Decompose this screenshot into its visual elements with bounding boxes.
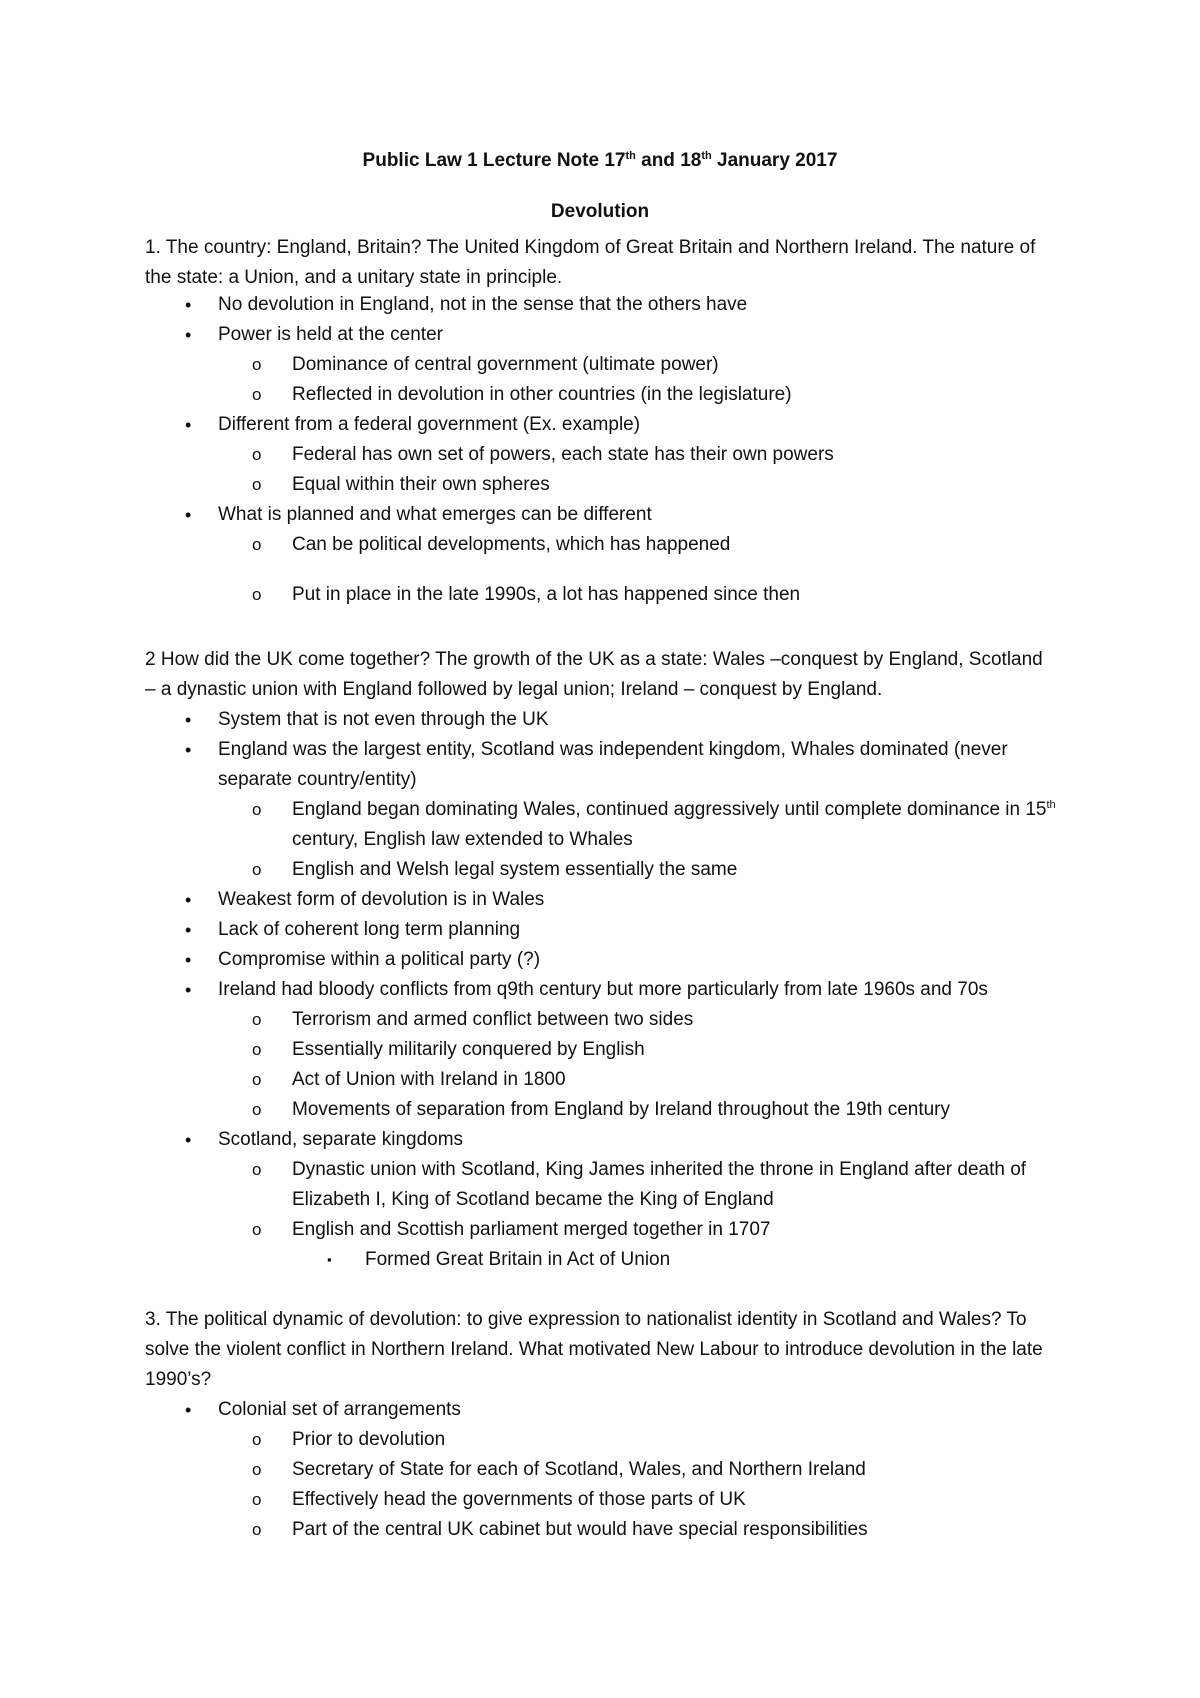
bullet-icon: • [185,505,192,525]
list-item [252,1005,1058,1035]
bullet-icon: • [185,980,192,1000]
list-item [252,580,1058,610]
superscript: th [1046,799,1056,811]
list-item-text: Dominance of central government (ultimate power) [292,354,719,375]
list-item-text: Part of the central UK cabinet but would have special responsibilities [292,1519,868,1540]
list-item-text: Different from a federal government (Ex. example) [218,414,641,435]
list-item [252,470,1058,500]
bullet-icon: • [185,890,192,910]
list-item-text: century, English law extended to Whales [292,829,633,850]
list-item [185,1395,1058,1425]
list-item-text: Equal within their own spheres [292,474,550,495]
title-superscript: th [701,150,712,162]
list-item [252,1215,1058,1245]
list-item [252,530,1058,560]
section-3-heading [145,1305,1055,1395]
list-item-text: Formed Great Britain in Act of Union [365,1249,671,1270]
list-item-text: Reflected in devolution in other countries (in the legislature) [292,384,792,405]
list-item [185,945,1058,975]
bullet-icon: • [185,1400,192,1420]
list-item [252,855,1058,885]
circle-bullet-icon: o [252,475,262,494]
list-item-text: Secretary of State for each of Scotland, Wales, and Northern Ireland [292,1459,866,1480]
list-item-text: Scotland, separate kingdoms [218,1129,464,1150]
list-item [252,380,1058,410]
circle-bullet-icon: o [252,1100,262,1119]
circle-bullet-icon: o [252,1490,262,1509]
list-item-text: Lack of coherent long term planning [218,919,521,940]
list-item [185,290,1058,320]
document-subtitle: Devolution [550,201,650,222]
list-item [185,735,1058,795]
list-item [185,915,1058,945]
list-item-text: Terrorism and armed conflict between two sides [292,1009,694,1030]
list-item-text: Weakest form of devolution is in Wales [218,889,545,910]
circle-bullet-icon: o [252,585,262,604]
list-item [252,350,1058,380]
section-1-heading [145,233,1055,293]
list-item-text: English and Welsh legal system essentially the same [292,859,738,880]
list-item-text: Act of Union with Ireland in 1800 [292,1069,566,1090]
list-item [185,1125,1058,1155]
list-item-text: Ireland had bloody conflicts from q9th century but more particularly from late 1960s and 70s [218,979,988,1000]
list-item-text: Put in place in the late 1990s, a lot has happened since then [292,584,801,605]
circle-bullet-icon: o [252,1520,262,1539]
circle-bullet-icon: o [252,1460,262,1479]
bullet-icon: • [185,710,192,730]
list-item-text: Effectively head the governments of those parts of UK [292,1489,746,1510]
list-item [185,975,1058,1005]
section-number: 3. [145,1309,161,1330]
list-item [252,1455,1058,1485]
circle-bullet-icon: o [252,355,262,374]
circle-bullet-icon: o [252,1040,262,1059]
bullet-icon: • [185,415,192,435]
list-item [252,1155,1058,1215]
list-item [252,1035,1058,1065]
list-item-text: System that is not even through the UK [218,709,549,730]
circle-bullet-icon: o [252,1220,262,1239]
list-item-text: No devolution in England, not in the sense that the others have [218,294,748,315]
title-text: January 2017 [711,150,838,171]
bullet-icon: • [185,325,192,345]
list-item [252,1485,1058,1515]
list-item-text: England was the largest entity, Scotland was independent kingdom, Whales dominated (never separate country/entity) [218,739,1008,790]
circle-bullet-icon: o [252,1070,262,1089]
bullet-icon: • [185,920,192,940]
list-item-text: Federal has own set of powers, each state has their own powers [292,444,834,465]
section-2-heading: 2 How did the UK come together? The growth of the UK as a state: Wales –conquest by England, Scotland – a dynastic union with England followed by legal union; Ireland – conquest by England. [145,649,1043,700]
circle-bullet-icon: o [252,1010,262,1029]
title-text: and 18 [635,150,702,171]
list-item [252,1065,1058,1095]
list-item [185,705,1058,735]
square-bullet-icon: ▪ [327,1252,332,1267]
list-item [185,320,1058,350]
section-number: 1. [145,237,161,258]
list-item-text: Dynastic union with Scotland, King James inherited the throne in England after death of Elizabeth I, King of Scotland became the King of England [292,1159,1027,1210]
list-item [185,500,1058,530]
circle-bullet-icon: o [252,860,262,879]
list-item [327,1245,1055,1275]
list-item-text: Compromise within a political party (?) [218,949,541,970]
document-title [0,150,1200,172]
list-item-text: Colonial set of arrangements [218,1399,461,1420]
list-item [185,885,1058,915]
list-item-text: Can be political developments, which has happened [292,534,731,555]
title-superscript: th [625,150,636,162]
bullet-icon: • [185,1130,192,1150]
circle-bullet-icon: o [252,800,262,819]
list-item-text: Essentially militarily conquered by English [292,1039,645,1060]
section-heading-text: The political dynamic of devolution: to give expression to nationalist identity in Scotland and Wales? To solve the violent conflict in Northern Ireland. What motivated New Labour to introduce devolution in the late 1990’s? [145,1309,1043,1390]
list-item-text: Prior to devolution [292,1429,446,1450]
list-item [185,410,1058,440]
title-text: Public Law 1 Lecture Note 17 [362,150,626,171]
circle-bullet-icon: o [252,445,262,464]
list-item [252,1515,1058,1545]
list-item-text: Power is held at the center [218,324,443,345]
circle-bullet-icon: o [252,1160,262,1179]
list-item-text: England began dominating Wales, continued aggressively until complete dominance in 15 [292,799,1047,820]
list-item-text: Movements of separation from England by Ireland throughout the 19th century [292,1099,951,1120]
list-item-text: English and Scottish parliament merged together in 1707 [292,1219,771,1240]
bullet-icon: • [185,740,192,760]
list-item [252,440,1058,470]
list-item [252,795,1058,855]
bullet-icon: • [185,295,192,315]
circle-bullet-icon: o [252,1430,262,1449]
list-item-text: What is planned and what emerges can be different [218,504,652,525]
section-heading-text: The country: England, Britain? The United Kingdom of Great Britain and Northern Ireland. The nature of the state: a Union, and a unitary state in principle. [145,237,1036,288]
circle-bullet-icon: o [252,385,262,404]
bullet-icon: • [185,950,192,970]
circle-bullet-icon: o [252,535,262,554]
list-item [252,1095,1058,1125]
list-item [252,1425,1058,1455]
